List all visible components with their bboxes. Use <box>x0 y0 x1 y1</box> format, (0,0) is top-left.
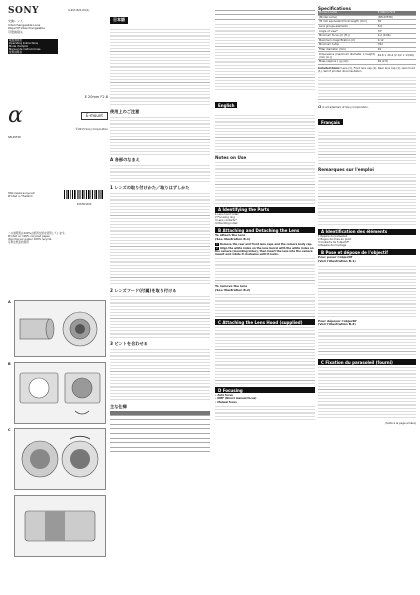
en-notes-text <box>215 160 315 205</box>
manual-label-box <box>8 39 58 54</box>
doc-code: 4-457-821-03(1) <box>68 9 90 12</box>
jp-hood-text <box>110 294 210 339</box>
fr-mount-text <box>318 264 416 319</box>
en-intro-text <box>215 113 315 153</box>
recycle-jp: この説明書は100%古紙再生紙を使用しています。 <box>8 232 68 235</box>
en-step-1: 1 Remove the rear and front lens caps and the camera body cap. <box>216 241 313 246</box>
spec-value: 0.2 (0.66) <box>377 33 416 38</box>
barcode <box>64 184 104 206</box>
fr-remove-text <box>318 327 416 357</box>
fig-label-c: C <box>8 428 11 432</box>
en-attach-see: (See Illustration B-1) <box>215 236 251 241</box>
jp-section-hood: 2 レンズフード(付属)を取り付ける <box>110 288 177 293</box>
heading-jp: 交換レンズ <box>8 19 23 23</box>
spec-label: Filter diameter (mm) <box>318 47 377 52</box>
english-header: English <box>215 102 237 108</box>
spec-value: (SEL20F28) <box>377 15 416 20</box>
camera-attach-icon <box>15 363 105 423</box>
jp-section-focus: 3 ピントを合わせる <box>110 341 148 346</box>
en-detach-title: To remove the lens <box>215 283 248 288</box>
heading-en: Interchangeable Lens <box>8 22 41 27</box>
manual-label-en: Operating Instructions <box>8 42 58 45</box>
spec-value: 62.6 × 20.4 (2 1/2 × 13/16) <box>377 52 416 60</box>
trademark-line: α is a trademark of Sony Corporation. <box>318 103 369 110</box>
fr-remove-title: Pour déposer l'objectif <box>318 318 357 323</box>
recycle-fr: Imprimé sur papier 100% recyclé. <box>8 238 53 242</box>
spec-label: Maximum magnification (X) <box>318 38 377 43</box>
en-focus-mf: • Manual focus <box>215 400 237 404</box>
en-attach-notes <box>215 256 315 284</box>
focus-ring-icon <box>15 496 105 556</box>
alpha-small-icon: α <box>318 103 322 110</box>
jp-parts-text <box>110 163 210 183</box>
cover-column <box>8 6 108 54</box>
en-detach-text <box>215 292 315 317</box>
jp-section-notes: 使用上のご注意 <box>110 109 140 114</box>
spec-value: 70° <box>377 29 416 34</box>
jp-trademark-text <box>215 22 315 92</box>
jp-intro-text <box>110 27 210 107</box>
illustration-attach <box>14 362 106 424</box>
spec-label: Product name <box>318 11 377 15</box>
spec-value: E 20mm F2.8 <box>377 11 416 15</box>
jp-spec-table <box>110 411 210 452</box>
fr-remove-see: (Voir l'illustration B-2) <box>318 322 356 327</box>
manual-label-jp: 取扱説明書 <box>8 39 58 42</box>
heading-fr: Objectif interchangeable <box>8 26 46 31</box>
en-part-1: 1 Lens hood index <box>215 212 239 216</box>
fr-mount-title: Pour poser l'objectif <box>318 255 353 260</box>
illustration-parts <box>14 300 106 357</box>
spec-value: f/22 <box>377 43 416 48</box>
model-number: SEL20F28 <box>8 136 21 140</box>
fr-section-hood: C Fixation du parasoleil (fourni) <box>318 359 416 365</box>
spec-label: Angle of view* <box>318 29 377 34</box>
illustration-focus <box>14 495 106 557</box>
spec-label: Lens groups-elements <box>318 24 377 29</box>
fr-part-4: 4 Repère de montage <box>318 244 347 248</box>
spec-table <box>318 11 416 65</box>
fr-parts-list <box>318 235 416 247</box>
fr-section-mount: B Pose et dépose de l'objectif <box>318 249 416 255</box>
spec-label: Minimum f-stop <box>318 43 377 48</box>
jp-spec-table-cont <box>215 6 315 20</box>
barcode-icon <box>64 190 104 199</box>
copyright: ©2013 Sony Corporation <box>75 128 108 131</box>
manual-label-cn: 使用说明书 <box>8 51 58 54</box>
fr-hood-text <box>318 365 416 420</box>
lens-diagram-icon <box>15 301 105 356</box>
manual-label-es: Manual de instrucciones <box>8 48 58 51</box>
jp-focus-text <box>110 347 210 402</box>
specs-title: Specifications <box>318 6 351 11</box>
fr-section-notes: Remarques sur l'emploi <box>318 166 374 172</box>
spec-value: 6-6 <box>377 24 416 29</box>
specs-notes-text <box>318 75 416 105</box>
spec-label: Minimum focus (m (ft.)) <box>318 33 377 38</box>
en-section-attach: B Attaching and Detaching the Lens <box>215 227 315 233</box>
lens-hood-icon <box>15 429 105 489</box>
fr-part-2: 2 Bague de mise au point <box>318 237 352 241</box>
en-section-parts: A Identifying the Parts <box>215 207 315 213</box>
spec-value: 69 (2.5) <box>377 59 416 64</box>
alpha-logo-icon: α <box>8 103 23 128</box>
spec-row <box>318 59 416 64</box>
barcode-number: 4457821030 <box>76 203 92 206</box>
en-part-3: 3 Lens contacts* <box>215 218 237 222</box>
emount-label: E-mount <box>81 112 108 120</box>
recycle-en: Printed on 100% recycled paper. <box>8 235 51 239</box>
japanese-header: 日本語 <box>110 17 128 24</box>
spec-value: 0.12 <box>377 38 416 43</box>
jp-notes-text <box>110 115 210 155</box>
language-headings <box>8 20 108 35</box>
en-focus-text <box>215 404 315 422</box>
product-name: E 20mm F2.8 <box>84 95 108 99</box>
jp-section-attach: 1 レンズの取り付けかた／取りはずしかた <box>110 185 190 190</box>
en-part-4: 4 Mounting index <box>215 222 238 226</box>
en-section-focus: D Focusing <box>215 387 315 393</box>
jp-section-parts: A 各部のなまえ <box>110 157 140 162</box>
japanese-column <box>110 6 210 452</box>
en-focus-list <box>215 394 315 403</box>
fr-part-1: 1 Repère du parasoleil <box>318 234 348 238</box>
illustration-hood <box>14 428 106 490</box>
en-notes-title: Notes on Use <box>215 154 247 160</box>
en-focus-dmf: • DMF (Direct manual focus) <box>215 397 257 401</box>
sony-logo: SONY <box>8 6 39 16</box>
spec-label: 35 mm equivalent focal length (mm) <box>318 20 377 25</box>
specs-included: Included items: Lens (1), Front lens cap (1), Rear lens cap (1), Lens hood (1), Set of printed documentation <box>318 66 415 73</box>
specs-french-column <box>318 6 416 425</box>
en-section-hood: C Attaching the Lens Hood (supplied) <box>215 319 315 325</box>
en-part-2: 2 Focusing ring <box>215 215 235 219</box>
manual-label-fr: Mode d'emploi <box>8 45 58 48</box>
spec-value: 30 <box>377 20 416 25</box>
spec-label: (Model name) <box>318 15 377 20</box>
spec-row <box>318 52 416 60</box>
print-info <box>8 192 108 206</box>
fr-intro-text <box>318 130 416 165</box>
fr-part-3: 3 Contacts de l'objectif* <box>318 241 350 244</box>
printed-in: Printed in Thailand <box>8 195 33 199</box>
en-attach-title: To attach the lens <box>215 233 246 238</box>
heading-cn: 可更换镜头 <box>8 30 24 35</box>
product-block <box>8 95 108 139</box>
fr-mount-see: (Voir l'illustration B-1) <box>318 258 356 263</box>
en-focus-af: • Auto focus <box>215 394 233 398</box>
continued-note: (Suite à la page arrière) <box>385 422 416 425</box>
english-column <box>215 6 315 422</box>
fr-notes-text <box>318 172 416 227</box>
en-parts-list <box>215 213 315 225</box>
spec-label: Dimensions (maximum diameter × height) (mm (in.)) <box>318 52 377 60</box>
en-step-2: 2 Align the white index on the lens barrel with the white index on the camera (mounting index), then insert the lens into the camera mount and rotate it clockwise until it locks. <box>215 245 314 256</box>
spec-label: Mass (approx.) (g (oz)) <box>318 59 377 64</box>
jp-attach-text <box>110 191 210 286</box>
fig-label-a: A <box>8 300 11 304</box>
recycle-cn: 可再生纸张的使用 <box>8 241 29 245</box>
french-header: Français <box>318 119 343 125</box>
sony-url: http://www.sony.net/ <box>8 192 35 195</box>
fig-label-b: B <box>8 362 11 366</box>
en-detach-see: (See Illustration B-2) <box>215 287 251 292</box>
jp-section-specs: 主な仕様 <box>110 404 127 409</box>
en-hood-text <box>215 325 315 385</box>
spec-value: 49 <box>377 47 416 52</box>
fr-section-parts: A Identification des éléments <box>318 229 416 235</box>
recycle-notes <box>8 232 108 244</box>
